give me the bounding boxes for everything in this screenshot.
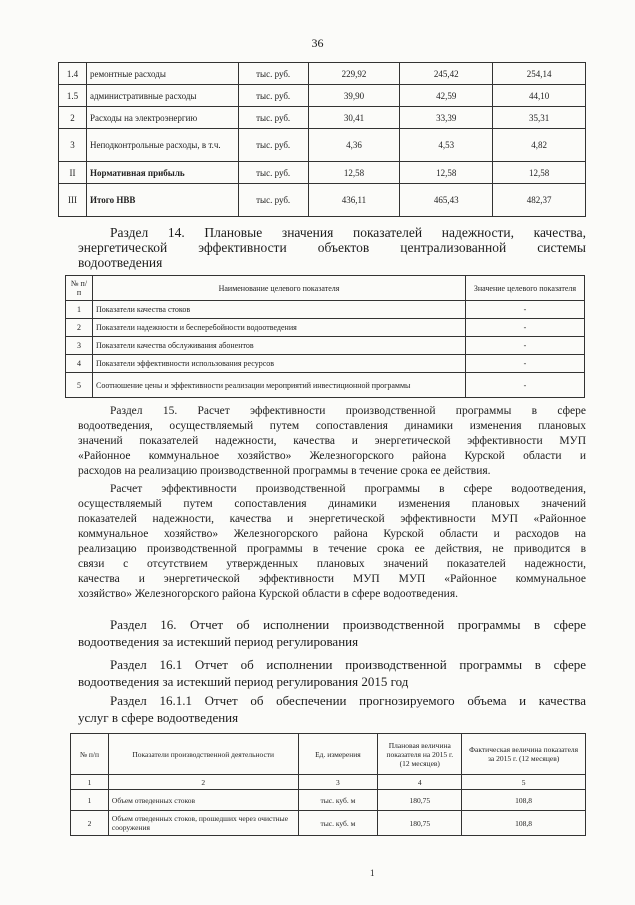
column-number-row: [71, 775, 586, 790]
header-unit: Ед. измерения: [298, 734, 378, 775]
row-name: Нормативная прибыль: [86, 162, 238, 184]
row-number: 5: [66, 373, 93, 398]
row-unit: тыс. руб.: [238, 162, 308, 184]
heading-line: водоотведения за истекший период регулирования: [78, 634, 359, 649]
text-line: связи с отсутствием утвержденных плановых значений показателей надежности,: [78, 558, 586, 570]
table-row: [66, 355, 585, 373]
footer-mark: 1: [370, 868, 375, 878]
heading-line: Раздел 16.1 Отчет об исполнении производственной программы в сфере: [110, 657, 586, 672]
table-row: [66, 301, 585, 319]
section-14-heading: [78, 225, 586, 270]
row-number: 2: [59, 107, 87, 129]
text-line: реализацию производственной программы в течение срока ее действия, не приводится в: [78, 543, 586, 555]
table-row: [66, 337, 585, 355]
text-line: Раздел 15. Расчет эффективности производственной программы в сфере: [110, 405, 586, 417]
row-name: Неподконтрольные расходы, в т.ч.: [86, 129, 238, 162]
row-unit: тыс. руб.: [238, 63, 308, 85]
text-line: водоотведения, осуществляемый путем сопоставления динамики изменения плановых: [78, 420, 586, 432]
page-number: 36: [311, 36, 324, 50]
row-number: 2: [71, 811, 109, 836]
heading-line: Раздел 14. Плановые значения показателей надежности, качества,: [110, 225, 586, 240]
heading-line: услуг в сфере водоотведения: [78, 710, 239, 725]
heading-line: водоотведения за истекший период регулирования 2015 год: [78, 674, 409, 689]
row-value-3: 482,37: [493, 184, 586, 217]
row-name: Соотношение цены и эффективности реализации мероприятий инвестиционной программы: [93, 373, 466, 398]
heading-line: энергетической эффективности объектов централизованной системы: [78, 240, 586, 255]
heading-line: Раздел 16.1.1 Отчет об обеспечении прогнозируемого объема и качества: [110, 693, 586, 708]
table-row: [59, 107, 586, 129]
text-line: показателей надежности, качества и энергетической эффективности МУП «Районное: [78, 513, 586, 525]
cost-table-body: [59, 63, 586, 217]
row-value-2: 42,59: [400, 85, 493, 107]
row-value-2: 245,42: [400, 63, 493, 85]
row-unit: тыс. руб.: [238, 129, 308, 162]
text-line: коммунальное хозяйство» Железногорского района Курской области и расходов на: [78, 528, 586, 540]
header-value: Значение целевого показателя: [466, 276, 585, 301]
row-number: 1: [66, 301, 93, 319]
row-name: Показатели качества стоков: [93, 301, 466, 319]
text-line: Расчет эффективности производственной программы в сфере водоотведения,: [110, 483, 586, 495]
row-number: II: [59, 162, 87, 184]
row-fact: 108,8: [462, 790, 586, 811]
header-name: Наименование целевого показателя: [93, 276, 466, 301]
table-row: [66, 373, 585, 398]
header-plan: Плановая величина показателя на 2015 г. (12 месяцев): [378, 734, 462, 775]
table-row: [71, 811, 586, 836]
row-name: административные расходы: [86, 85, 238, 107]
table-row: [59, 63, 586, 85]
row-number: 3: [66, 337, 93, 355]
row-unit: тыс. руб.: [238, 184, 308, 217]
header-num: № п/п: [66, 276, 93, 301]
table-row: [66, 319, 585, 337]
row-value: -: [466, 355, 585, 373]
row-value-3: 35,31: [493, 107, 586, 129]
row-value-3: 44,10: [493, 85, 586, 107]
row-unit: тыс. куб. м: [298, 811, 378, 836]
row-value-2: 12,58: [400, 162, 493, 184]
text-line: качества и энергетической эффективности МУП МУП «Районное коммунальное: [78, 573, 586, 585]
text-line: значений показателей надежности, качества и энергетической эффективности МУП: [78, 435, 586, 447]
row-name: Расходы на электроэнергию: [86, 107, 238, 129]
row-name: Показатели эффективности использования ресурсов: [93, 355, 466, 373]
col-number: 5: [462, 775, 586, 790]
row-number: 1: [71, 790, 109, 811]
table-row: [59, 85, 586, 107]
row-number: III: [59, 184, 87, 217]
row-value-1: 30,41: [308, 107, 400, 129]
row-value: -: [466, 319, 585, 337]
row-value-2: 4,53: [400, 129, 493, 162]
row-number: 2: [66, 319, 93, 337]
row-name: Объем отведенных стоков: [108, 790, 298, 811]
row-value: -: [466, 301, 585, 319]
efficiency-paragraph: [78, 482, 586, 602]
row-value-1: 436,11: [308, 184, 400, 217]
text-line: расходов на реализацию производственной программы в течение срока ее действия.: [78, 465, 491, 477]
header-num: № п/п: [71, 734, 109, 775]
text-line: «Районное коммунальное хозяйство» Железногорского района Курской области и: [78, 450, 586, 462]
col-number: 1: [71, 775, 109, 790]
table-row: [71, 790, 586, 811]
row-number: 3: [59, 129, 87, 162]
row-name: ремонтные расходы: [86, 63, 238, 85]
report-table: [70, 733, 586, 836]
row-value-3: 254,14: [493, 63, 586, 85]
header-fact: Фактическая величина показателя за 2015 г. (12 месяцев): [462, 734, 586, 775]
row-number: 1.5: [59, 85, 87, 107]
table-row: [59, 184, 586, 217]
cost-table: [58, 62, 586, 217]
row-value-3: 12,58: [493, 162, 586, 184]
indicators-table: [65, 275, 585, 398]
row-unit: тыс. руб.: [238, 107, 308, 129]
row-value-1: 39,90: [308, 85, 400, 107]
row-value-2: 33,39: [400, 107, 493, 129]
table-header-row: [66, 276, 585, 301]
row-value: -: [466, 373, 585, 398]
row-fact: 108,8: [462, 811, 586, 836]
row-value: -: [466, 337, 585, 355]
row-unit: тыс. руб.: [238, 85, 308, 107]
row-number: 1.4: [59, 63, 87, 85]
row-plan: 180,75: [378, 811, 462, 836]
col-number: 4: [378, 775, 462, 790]
row-number: 4: [66, 355, 93, 373]
col-number: 3: [298, 775, 378, 790]
header-name: Показатели производственной деятельности: [108, 734, 298, 775]
row-name: Показатели надежности и бесперебойности водоотведения: [93, 319, 466, 337]
row-name: Объем отведенных стоков, прошедших через очистные сооружения: [108, 811, 298, 836]
heading-line: Раздел 16. Отчет об исполнении производственной программы в сфере: [110, 617, 586, 632]
row-value-1: 12,58: [308, 162, 400, 184]
row-plan: 180,75: [378, 790, 462, 811]
row-value-1: 229,92: [308, 63, 400, 85]
col-number: 2: [108, 775, 298, 790]
text-line: осуществляемый путем сопоставления динамики изменения плановых значений: [78, 498, 586, 510]
section-16-heading: [78, 616, 586, 650]
table-header-row: [71, 734, 586, 775]
table-row: [59, 129, 586, 162]
row-value-2: 465,43: [400, 184, 493, 217]
table-row: [59, 162, 586, 184]
row-name: Показатели качества обслуживания абонентов: [93, 337, 466, 355]
row-unit: тыс. куб. м: [298, 790, 378, 811]
text-line: хозяйство» Железногорского района Курской области в сфере водоотведения.: [78, 588, 458, 600]
section-16-1-1-heading: [78, 692, 586, 726]
row-value-1: 4,36: [308, 129, 400, 162]
section-15-text: [78, 404, 586, 479]
row-name: Итого НВВ: [86, 184, 238, 217]
heading-line: водоотведения: [78, 255, 163, 270]
section-16-1-heading: [78, 656, 586, 690]
row-value-3: 4,82: [493, 129, 586, 162]
